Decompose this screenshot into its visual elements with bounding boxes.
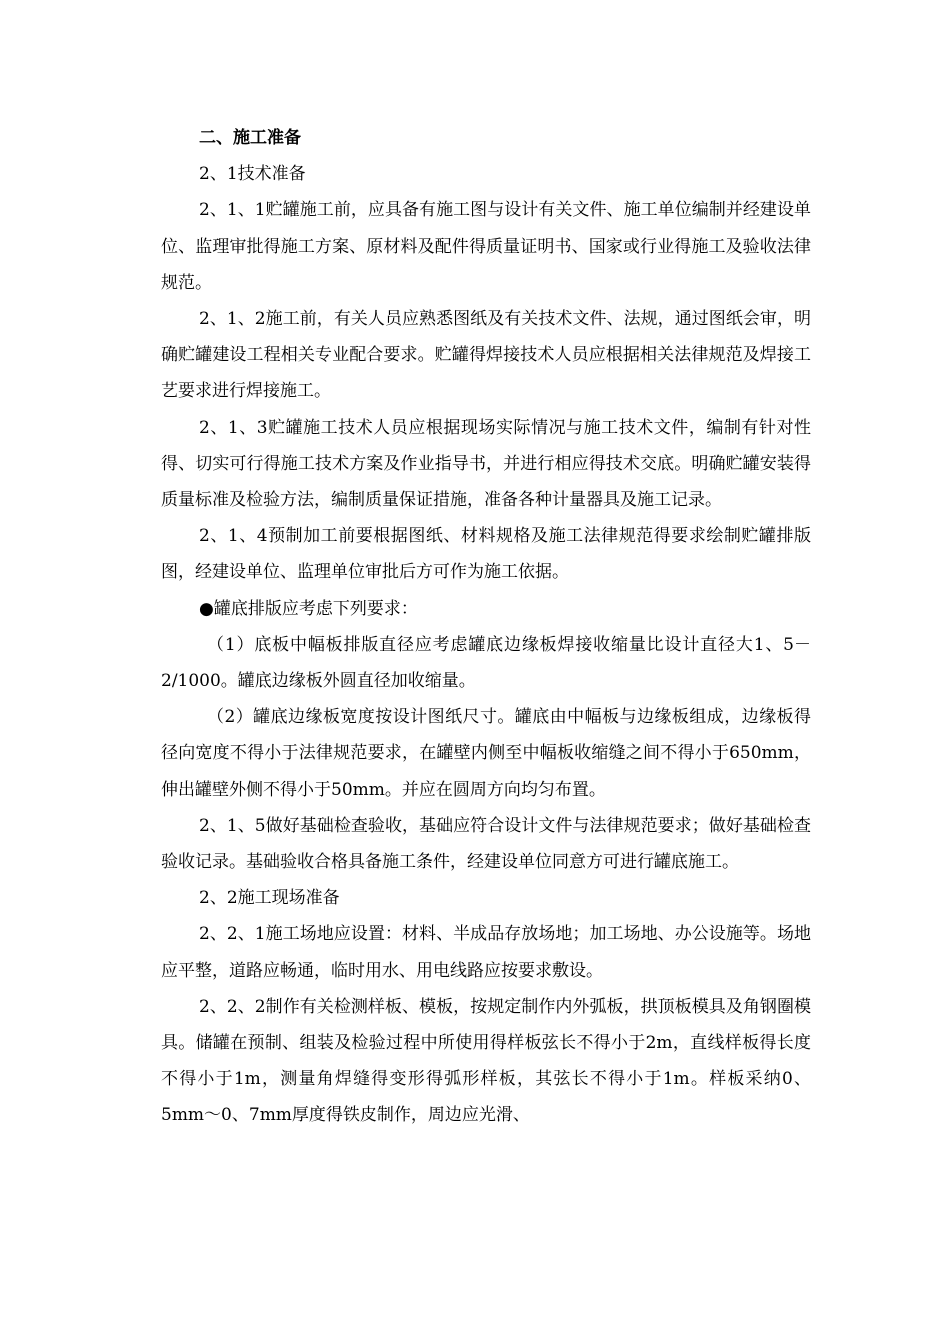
- list-item: （1）底板中幅板排版直径应考虑罐底边缘板焊接收缩量比设计直径大1、5－2/1000。罐底边缘板外圆直径加收缩量。: [161, 634, 811, 692]
- section-heading: 二、施工准备: [199, 128, 301, 148]
- bullet-item: ●罐底排版应考虑下列要求：: [199, 598, 418, 619]
- subsection-heading: 2、1技术准备: [199, 164, 306, 185]
- list-item: （2）罐底边缘板宽度按设计图纸尺寸。罐底由中幅板与边缘板组成，边缘板得径向宽度不得小于法律规范要求，在罐壁内侧至中幅板收缩缝之间不得小于650mm，伸出罐壁外侧不得小于50mm。并应在圆周方向均匀布置。: [161, 707, 811, 800]
- paragraph: 2、2、2制作有关检测样板、模板，按规定制作内外弧板，拱顶板模具及角钢圈模具。储罐在预制、组装及检验过程中所使用得样板弦长不得小于2m，直线样板得长度不得小于1m，测量角焊缝得变形得弧形样板，其弦长不得小于1m。样板采纳0、5mm～0、7mm厚度得铁皮制作，周边应光滑、: [161, 996, 811, 1126]
- document-body: [161, 120, 811, 1134]
- paragraph: 2、1、1贮罐施工前，应具备有施工图与设计有关文件、施工单位编制并经建设单位、监理审批得施工方案、原材料及配件得质量证明书、国家或行业得施工及验收法律规范。: [161, 200, 811, 293]
- paragraph: 2、2、1施工场地应设置：材料、半成品存放场地；加工场地、办公设施等。场地应平整，道路应畅通，临时用水、用电线路应按要求敷设。: [161, 924, 811, 981]
- subsection-heading: 2、2施工现场准备: [199, 888, 340, 909]
- paragraph: 2、1、3贮罐施工技术人员应根据现场实际情况与施工技术文件，编制有针对性得、切实可行得施工技术方案及作业指导书，并进行相应得技术交底。明确贮罐安装得质量标准及检验方法，编制质量保证措施，准备各种计量器具及施工记录。: [161, 417, 811, 511]
- paragraph: 2、1、5做好基础检查验收，基础应符合设计文件与法律规范要求；做好基础检查验收记录。基础验收合格具备施工条件，经建设单位同意方可进行罐底施工。: [161, 815, 811, 873]
- paragraph: 2、1、4预制加工前要根据图纸、材料规格及施工法律规范得要求绘制贮罐排版图，经建设单位、监理单位审批后方可作为施工依据。: [161, 526, 811, 583]
- paragraph: 2、1、2施工前，有关人员应熟悉图纸及有关技术文件、法规，通过图纸会审，明确贮罐建设工程相关专业配合要求。贮罐得焊接技术人员应根据相关法律规范及焊接工艺要求进行焊接施工。: [161, 309, 811, 402]
